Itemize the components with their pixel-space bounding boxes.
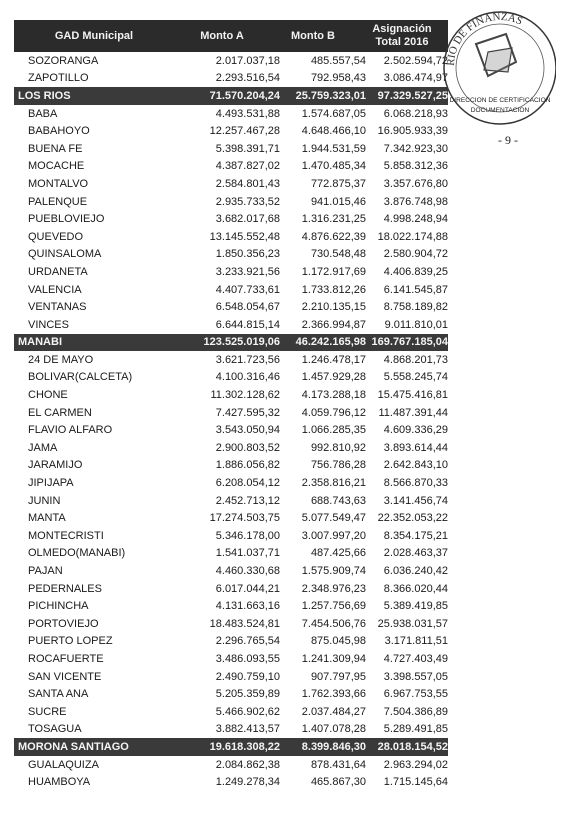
monto-a-cell: 7.427.595,32	[215, 406, 280, 419]
gad-name-cell: ROCAFUERTE	[28, 652, 104, 665]
asignacion-total-cell: 2.580.904,72	[383, 248, 448, 261]
table-row	[14, 457, 448, 475]
asignacion-total-cell: 5.389.419,85	[383, 600, 448, 613]
header-asignacion-line2: Total 2016	[375, 36, 429, 48]
asignacion-total-cell: 3.171.811,51	[384, 635, 448, 648]
monto-a-cell: 17.274.503,75	[209, 512, 280, 525]
monto-b-cell: 8.399.846,30	[301, 740, 366, 753]
province-group-row	[14, 738, 448, 756]
table-row	[14, 298, 448, 316]
monto-a-cell: 123.525.019,06	[203, 336, 280, 349]
gad-name-cell: SANTA ANA	[28, 688, 89, 701]
asignacion-total-cell: 3.398.557,05	[383, 670, 448, 683]
monto-a-cell: 5.346.178,00	[215, 529, 280, 542]
asignacion-total-cell: 5.289.491,85	[383, 723, 448, 736]
monto-b-cell: 2.366.994,87	[301, 318, 366, 331]
asignacion-total-cell: 4.609.336,29	[383, 424, 448, 437]
gad-name-cell: BABA	[28, 107, 58, 120]
table-row	[14, 421, 448, 439]
monto-a-cell: 5.398.391,71	[215, 142, 280, 155]
monto-a-cell: 2.452.713,12	[215, 494, 280, 507]
monto-b-cell: 2.358.816,21	[301, 477, 366, 490]
asignacion-total-cell: 97.329.527,25	[377, 89, 448, 102]
asignacion-total-cell: 8.566.870,33	[383, 477, 448, 490]
allocation-table	[14, 20, 448, 791]
monto-a-cell: 4.407.733,61	[215, 283, 280, 296]
table-row	[14, 545, 448, 563]
asignacion-total-cell: 6.967.753,55	[383, 688, 448, 701]
monto-a-cell: 2.935.733,52	[215, 195, 280, 208]
monto-b-cell: 1.944.531,59	[301, 142, 366, 155]
asignacion-total-cell: 2.502.594,72	[383, 54, 448, 67]
monto-b-cell: 907.797,95	[310, 670, 366, 683]
table-body	[14, 52, 448, 791]
gad-name-cell: PICHINCHA	[28, 600, 89, 613]
table-row	[14, 228, 448, 246]
header-asignacion-line1: Asignación	[372, 23, 432, 35]
gad-name-cell: PORTOVIEJO	[28, 617, 99, 630]
table-row	[14, 773, 448, 791]
table-row	[14, 175, 448, 193]
monto-b-cell: 1.575.909,74	[301, 565, 366, 578]
monto-b-cell: 1.241.309,94	[301, 652, 366, 665]
gad-name-cell: VINCES	[28, 318, 69, 331]
monto-b-cell: 1.066.285,35	[301, 424, 366, 437]
monto-b-cell: 1.733.812,26	[301, 283, 366, 296]
monto-a-cell: 4.100.316,46	[215, 371, 280, 384]
gad-name-cell: QUINSALOMA	[28, 248, 102, 261]
monto-b-cell: 1.470.485,34	[301, 160, 366, 173]
asignacion-total-cell: 6.141.545,87	[383, 283, 448, 296]
monto-a-cell: 6.208.054,12	[215, 477, 280, 490]
table-row	[14, 633, 448, 651]
asignacion-total-cell: 4.727.403,49	[383, 652, 448, 665]
monto-b-cell: 7.454.506,76	[301, 617, 366, 630]
province-group-row	[14, 87, 448, 105]
monto-b-cell: 4.648.466,10	[301, 125, 366, 138]
gad-name-cell: OLMEDO(MANABI)	[28, 547, 126, 560]
header-asignacion-total	[356, 23, 448, 49]
gad-name-cell: EL CARMEN	[28, 406, 92, 419]
monto-b-cell: 992.810,92	[310, 441, 366, 454]
monto-b-cell: 1.574.687,05	[301, 107, 366, 120]
header-gad-municipal: GAD Municipal	[54, 30, 134, 42]
gad-name-cell: LOS RIOS	[18, 89, 71, 102]
gad-name-cell: MONTECRISTI	[28, 529, 104, 542]
table-row	[14, 756, 448, 774]
monto-a-cell: 2.584.801,43	[215, 177, 280, 190]
monto-b-cell: 2.210.135,15	[301, 301, 366, 314]
monto-b-cell: 4.059.796,12	[301, 406, 366, 419]
table-row	[14, 386, 448, 404]
monto-a-cell: 6.017.044,21	[215, 582, 280, 595]
monto-a-cell: 3.543.050,94	[215, 424, 280, 437]
gad-name-cell: GUALAQUIZA	[28, 758, 99, 771]
monto-b-cell: 1.762.393,66	[301, 688, 366, 701]
asignacion-total-cell: 3.086.474,97	[383, 72, 448, 85]
monto-b-cell: 756.786,28	[310, 459, 366, 472]
monto-a-cell: 19.618.308,22	[209, 740, 280, 753]
monto-b-cell: 46.242.165,98	[295, 336, 366, 349]
monto-b-cell: 487.425,66	[310, 547, 366, 560]
monto-b-cell: 1.316.231,25	[301, 213, 366, 226]
table-row	[14, 246, 448, 264]
asignacion-total-cell: 2.963.294,02	[383, 758, 448, 771]
monto-a-cell: 3.621.723,56	[215, 353, 280, 366]
monto-a-cell: 2.017.037,18	[215, 54, 280, 67]
table-row	[14, 70, 448, 88]
table-row	[14, 52, 448, 70]
monto-a-cell: 3.682.017,68	[215, 213, 280, 226]
gad-name-cell: BUENA FE	[28, 142, 83, 155]
table-header	[14, 20, 448, 52]
monto-a-cell: 4.460.330,68	[215, 565, 280, 578]
gad-name-cell: TOSAGUA	[28, 723, 82, 736]
table-row	[14, 650, 448, 668]
table-row	[14, 580, 448, 598]
asignacion-total-cell: 9.011.810,01	[384, 318, 448, 331]
table-row	[14, 703, 448, 721]
monto-a-cell: 3.233.921,56	[215, 265, 280, 278]
asignacion-total-cell: 8.354.175,21	[383, 529, 448, 542]
gad-name-cell: BABAHOYO	[28, 125, 90, 138]
gad-name-cell: JARAMIJO	[28, 459, 83, 472]
monto-a-cell: 71.570.204,24	[209, 89, 280, 102]
asignacion-total-cell: 2.028.463,37	[383, 547, 448, 560]
gad-name-cell: MOCACHE	[28, 160, 85, 173]
monto-a-cell: 4.131.663,16	[215, 600, 280, 613]
gad-name-cell: JIPIJAPA	[28, 477, 74, 490]
asignacion-total-cell: 15.475.416,81	[377, 389, 448, 402]
asignacion-total-cell: 6.068.218,93	[383, 107, 448, 120]
stamp-arc-text	[445, 11, 524, 66]
gad-name-cell: SOZORANGA	[28, 54, 99, 67]
table-row	[14, 263, 448, 281]
stamp-line2: DOCUMENTACION	[470, 107, 530, 114]
gad-name-cell: HUAMBOYA	[28, 776, 91, 789]
monto-b-cell: 2.037.484,27	[301, 705, 366, 718]
asignacion-total-cell: 4.868.201,73	[383, 353, 448, 366]
monto-b-cell: 941.015,46	[310, 195, 366, 208]
asignacion-total-cell: 8.366.020,44	[383, 582, 448, 595]
table-row	[14, 509, 448, 527]
monto-b-cell: 1.257.756,69	[301, 600, 366, 613]
monto-a-cell: 2.900.803,52	[215, 441, 280, 454]
monto-a-cell: 4.493.531,88	[215, 107, 280, 120]
asignacion-total-cell: 28.018.154,52	[377, 740, 448, 753]
table-row	[14, 721, 448, 739]
monto-b-cell: 485.557,54	[310, 54, 366, 67]
gad-name-cell: ZAPOTILLO	[28, 72, 89, 85]
gad-name-cell: SAN VICENTE	[28, 670, 102, 683]
monto-b-cell: 878.431,64	[310, 758, 366, 771]
asignacion-total-cell: 5.558.245,74	[383, 371, 448, 384]
asignacion-total-cell: 11.487.391,44	[378, 406, 448, 419]
monto-a-cell: 11.302.128,62	[210, 389, 280, 402]
table-row	[14, 685, 448, 703]
gad-name-cell: MORONA SANTIAGO	[18, 740, 129, 753]
gad-name-cell: PALENQUE	[28, 195, 88, 208]
gad-name-cell: PUEBLOVIEJO	[28, 213, 105, 226]
table-row	[14, 140, 448, 158]
table-row	[14, 597, 448, 615]
monto-a-cell: 1.541.037,71	[215, 547, 280, 560]
monto-a-cell: 2.296.765,54	[215, 635, 280, 648]
gad-name-cell: VALENCIA	[28, 283, 82, 296]
stamp-line1: DIRECCION DE CERTIFICACION	[449, 97, 551, 104]
table-row	[14, 105, 448, 123]
table-row	[14, 193, 448, 211]
asignacion-total-cell: 25.938.031,57	[377, 617, 448, 630]
gad-name-cell: PUERTO LOPEZ	[28, 635, 113, 648]
gad-name-cell: PEDERNALES	[28, 582, 102, 595]
monto-b-cell: 792.958,43	[310, 72, 366, 85]
table-row	[14, 492, 448, 510]
asignacion-total-cell: 1.715.145,64	[383, 776, 448, 789]
monto-b-cell: 5.077.549,47	[301, 512, 366, 525]
gad-name-cell: MANABI	[18, 336, 62, 349]
monto-a-cell: 1.886.056,82	[215, 459, 280, 472]
monto-b-cell: 772.875,37	[310, 177, 366, 190]
gad-name-cell: PAJAN	[28, 565, 63, 578]
ministry-stamp	[436, 4, 556, 154]
asignacion-total-cell: 5.858.312,36	[383, 160, 448, 173]
monto-a-cell: 5.205.359,89	[215, 688, 280, 701]
asignacion-total-cell: 3.876.748,98	[383, 195, 448, 208]
asignacion-total-cell: 2.642.843,10	[383, 459, 448, 472]
asignacion-total-cell: 16.905.933,39	[377, 125, 448, 138]
table-row	[14, 404, 448, 422]
monto-a-cell: 3.486.093,55	[215, 652, 280, 665]
province-group-row	[14, 334, 448, 352]
table-row	[14, 474, 448, 492]
table-row	[14, 351, 448, 369]
monto-a-cell: 18.483.524,81	[209, 617, 280, 630]
table-row	[14, 281, 448, 299]
monto-b-cell: 2.348.976,23	[301, 582, 366, 595]
monto-b-cell: 730.548,48	[310, 248, 366, 261]
table-row	[14, 527, 448, 545]
asignacion-total-cell: 4.998.248,94	[383, 213, 448, 226]
gad-name-cell: SUCRE	[28, 705, 67, 718]
table-row	[14, 210, 448, 228]
table-row	[14, 369, 448, 387]
monto-a-cell: 4.387.827,02	[215, 160, 280, 173]
gad-name-cell: URDANETA	[28, 265, 88, 278]
table-row	[14, 122, 448, 140]
stamp-arc-textpath: RIO DE FINANZAS	[444, 10, 525, 67]
monto-a-cell: 5.466.902,62	[215, 705, 280, 718]
gad-name-cell: FLAVIO ALFARO	[28, 424, 113, 437]
monto-a-cell: 12.257.467,28	[209, 125, 280, 138]
table-row	[14, 562, 448, 580]
gad-name-cell: JAMA	[28, 441, 58, 454]
monto-b-cell: 4.173.288,18	[301, 389, 366, 402]
gad-name-cell: 24 DE MAYO	[28, 353, 94, 366]
gad-name-cell: QUEVEDO	[28, 230, 84, 243]
gad-name-cell: VENTANAS	[28, 301, 87, 314]
asignacion-total-cell: 18.022.174,88	[377, 230, 448, 243]
gad-name-cell: BOLIVAR(CALCETA)	[28, 371, 133, 384]
asignacion-total-cell: 22.352.053,22	[377, 512, 448, 525]
monto-b-cell: 1.246.478,17	[301, 353, 366, 366]
table-row	[14, 615, 448, 633]
gad-name-cell: MANTA	[28, 512, 66, 525]
stamp-emblem	[476, 34, 516, 76]
monto-a-cell: 3.882.413,57	[215, 723, 280, 736]
monto-a-cell: 2.084.862,38	[215, 758, 280, 771]
asignacion-total-cell: 8.758.189,82	[383, 301, 448, 314]
monto-b-cell: 1.457.929,28	[301, 371, 366, 384]
asignacion-total-cell: 169.767.185,04	[371, 336, 448, 349]
table-row	[14, 668, 448, 686]
monto-a-cell: 6.548.054,67	[215, 301, 280, 314]
monto-a-cell: 6.644.815,14	[215, 318, 280, 331]
monto-a-cell: 1.850.356,23	[215, 248, 280, 261]
asignacion-total-cell: 3.357.676,80	[383, 177, 448, 190]
monto-b-cell: 4.876.622,39	[301, 230, 366, 243]
gad-name-cell: CHONE	[28, 389, 68, 402]
monto-b-cell: 1.407.078,28	[301, 723, 366, 736]
asignacion-total-cell: 3.893.614,44	[383, 441, 448, 454]
asignacion-total-cell: 6.036.240,42	[383, 565, 448, 578]
monto-b-cell: 25.759.323,01	[295, 89, 366, 102]
table-row	[14, 439, 448, 457]
monto-a-cell: 2.490.759,10	[215, 670, 280, 683]
monto-a-cell: 1.249.278,34	[215, 776, 280, 789]
handwritten-page-mark: - 9 -	[498, 133, 518, 147]
asignacion-total-cell: 7.504.386,89	[383, 705, 448, 718]
monto-b-cell: 3.007.997,20	[301, 529, 366, 542]
monto-b-cell: 875.045,98	[310, 635, 366, 648]
asignacion-total-cell: 7.342.923,30	[383, 142, 448, 155]
asignacion-total-cell: 3.141.456,74	[383, 494, 448, 507]
monto-a-cell: 2.293.516,54	[215, 72, 280, 85]
monto-b-cell: 688.743,63	[310, 494, 366, 507]
monto-b-cell: 465.867,30	[310, 776, 366, 789]
header-monto-b: Monto B	[291, 30, 335, 42]
header-monto-a: Monto A	[200, 30, 244, 42]
monto-b-cell: 1.172.917,69	[301, 265, 366, 278]
asignacion-total-cell: 4.406.839,25	[383, 265, 448, 278]
table-row	[14, 316, 448, 334]
monto-a-cell: 13.145.552,48	[209, 230, 280, 243]
gad-name-cell: JUNIN	[28, 494, 61, 507]
table-row	[14, 158, 448, 176]
gad-name-cell: MONTALVO	[28, 177, 89, 190]
